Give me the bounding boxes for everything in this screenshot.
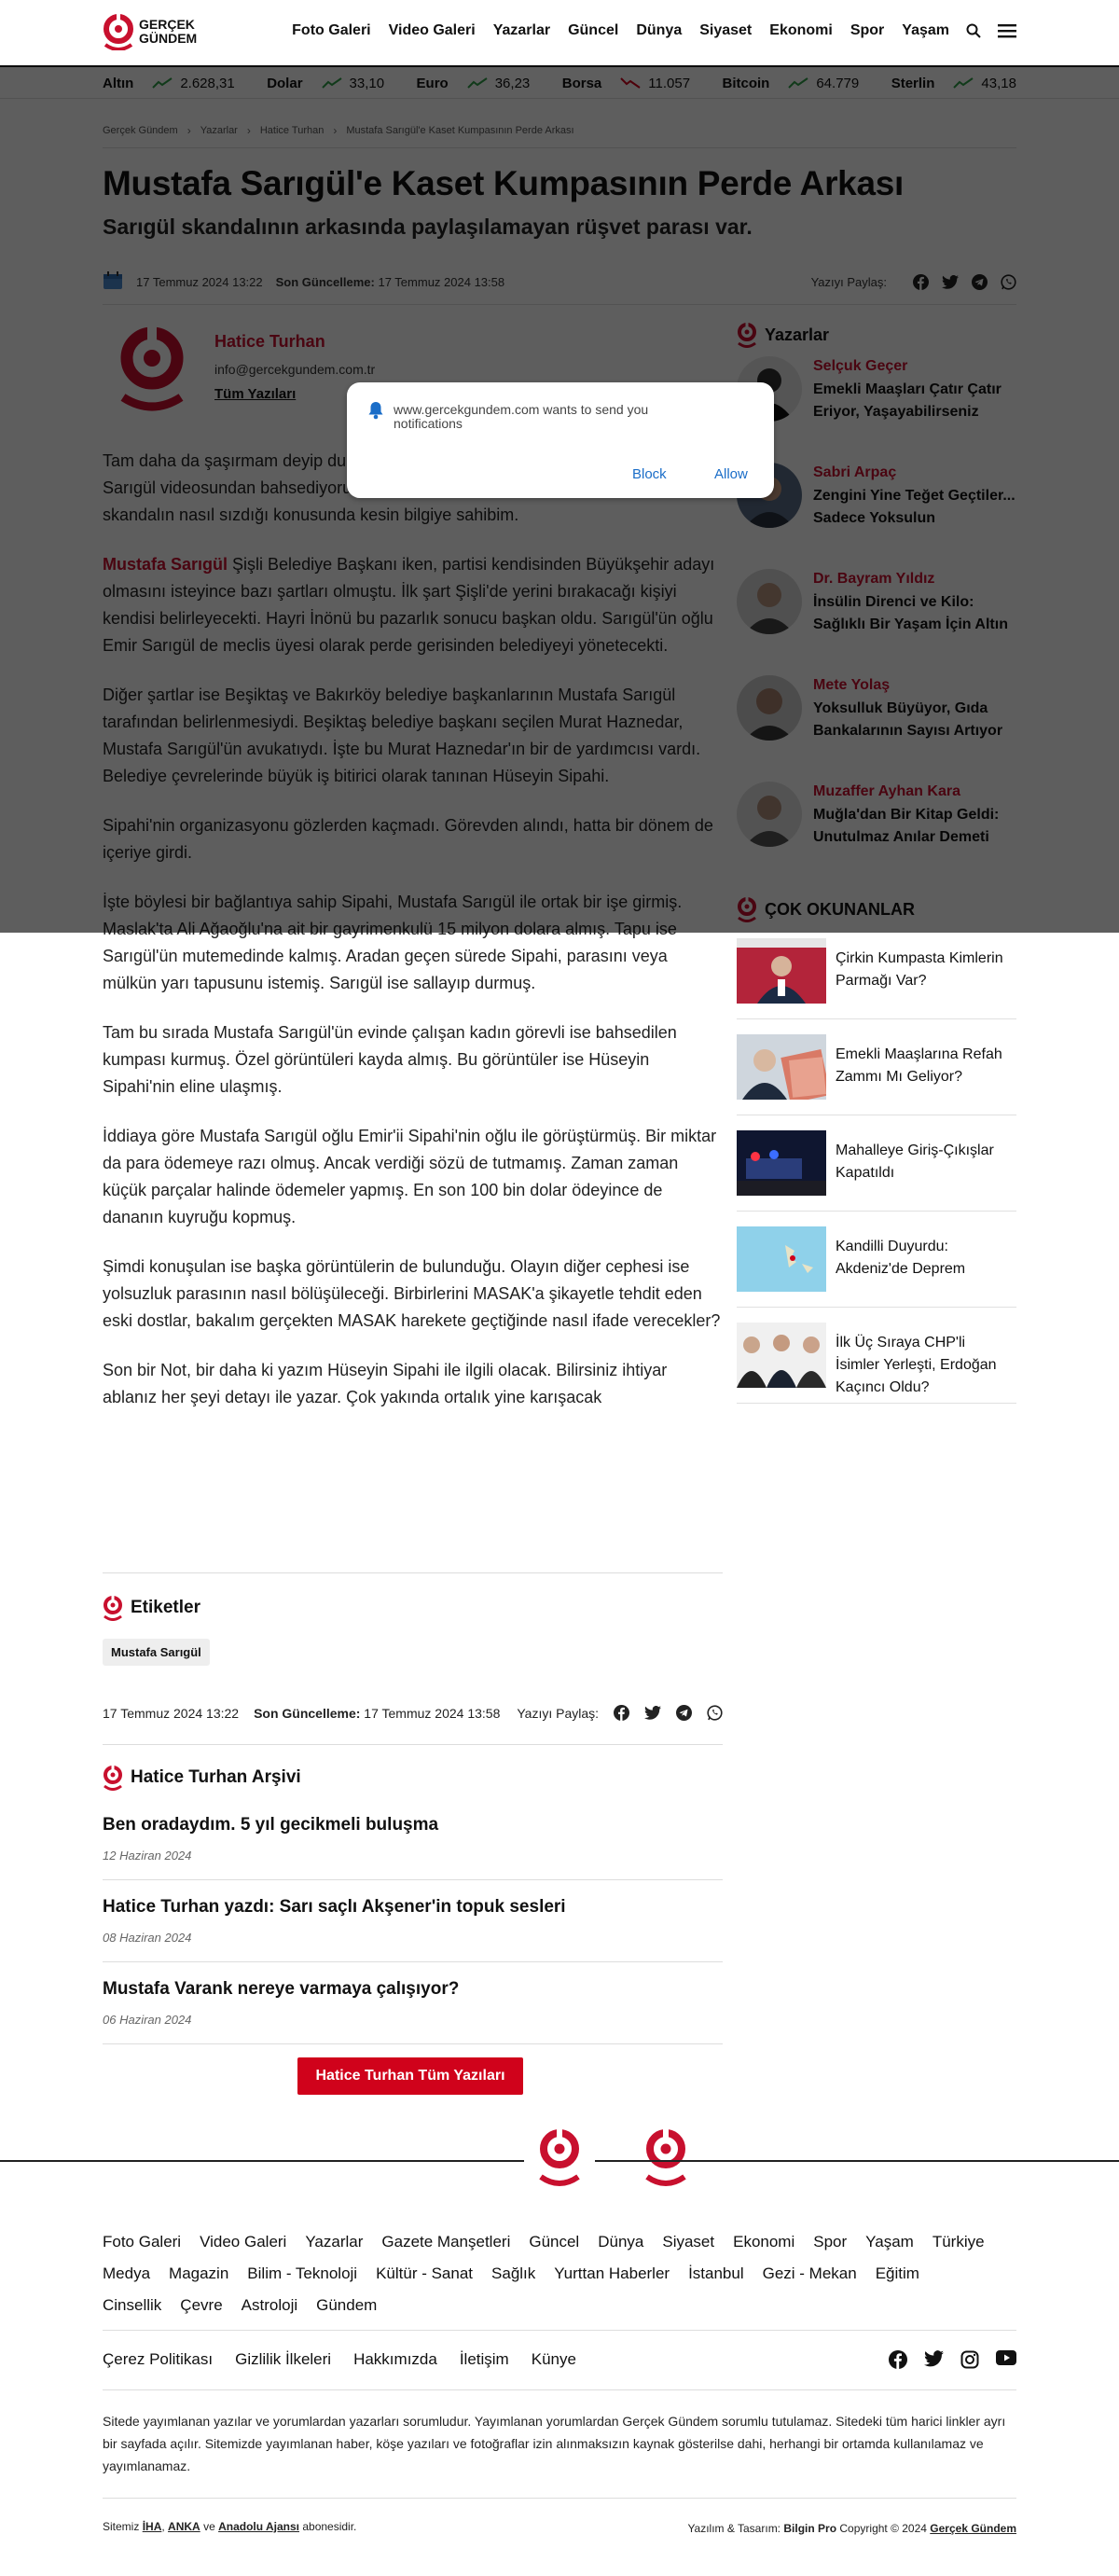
credit-site-link[interactable]: Gerçek Gündem <box>930 2522 1016 2535</box>
footer-nav-item[interactable]: Gündem <box>316 2296 378 2314</box>
footer-nav-item[interactable]: Dünya <box>598 2233 644 2251</box>
popular-title[interactable]: Çirkin Kumpasta Kimlerin Parmağı Var? <box>836 950 1003 989</box>
nav-yasam[interactable]: Yaşam <box>902 22 949 38</box>
tags-heading <box>103 1595 200 1621</box>
archive-date: 06 Haziran 2024 <box>103 2013 192 2027</box>
sidebar-popular <box>737 895 1016 1404</box>
popular-thumbnail[interactable] <box>737 1323 826 1388</box>
block-button[interactable]: Block <box>632 466 667 482</box>
footer-nav-item[interactable]: Yurttan Haberler <box>554 2264 670 2282</box>
credit-company-link[interactable]: Bilgin Pro <box>783 2522 837 2535</box>
footer-nav-item[interactable]: Spor <box>813 2233 848 2251</box>
all-posts-button[interactable]: Hatice Turhan Tüm Yazıları <box>297 2057 523 2095</box>
footer-nav-item[interactable]: Astroloji <box>241 2296 298 2314</box>
credit-prefix: Yazılım & Tasarım: <box>687 2522 781 2535</box>
popular-item[interactable] <box>737 1115 1016 1212</box>
popular-title[interactable]: Emekli Maaşlarına Refah Zammı Mı Geliyor? <box>836 1046 1002 1085</box>
youtube-icon[interactable] <box>996 2350 1016 2369</box>
subs-iha-link[interactable]: İHA <box>142 2520 162 2533</box>
published-date: 17 Temmuz 2024 13:22 <box>103 1705 240 1721</box>
modal-overlay[interactable] <box>0 65 1119 933</box>
footer-nav-item[interactable]: Video Galeri <box>200 2233 287 2251</box>
popular-item[interactable] <box>737 1212 1016 1308</box>
footer-nav-item[interactable]: Foto Galeri <box>103 2233 182 2251</box>
popular-thumbnail[interactable] <box>737 1130 826 1196</box>
footer-nav-item[interactable]: Siyaset <box>662 2233 715 2251</box>
archive-title[interactable]: Hatice Turhan yazdı: Sarı saçlı Akşener'in topuk sesleri <box>103 1897 566 1917</box>
footer-nav-item[interactable]: Gezi - Mekan <box>762 2264 857 2282</box>
nav-foto-galeri[interactable]: Foto Galeri <box>292 22 371 38</box>
divider <box>103 2043 723 2044</box>
archive-item[interactable] <box>103 1979 723 2027</box>
logo-line1: GERÇEK <box>139 17 195 32</box>
instagram-icon[interactable] <box>960 2350 979 2369</box>
archive-item[interactable] <box>103 1897 723 1945</box>
divider <box>103 1744 723 1745</box>
footer-nav-item[interactable]: Yaşam <box>865 2233 914 2251</box>
subs-prefix: Sitemiz <box>103 2520 140 2533</box>
footer-nav-item[interactable]: Bilim - Teknoloji <box>247 2264 358 2282</box>
archive-title[interactable]: Ben oradaydım. 5 yıl gecikmeli buluşma <box>103 1815 439 1835</box>
footer-nav-item[interactable]: Güncel <box>529 2233 580 2251</box>
popular-item[interactable] <box>737 1019 1016 1115</box>
popular-item[interactable] <box>737 923 1016 1019</box>
footer-link-iletisim[interactable]: İletişim <box>459 2350 509 2368</box>
allow-button[interactable]: Allow <box>714 466 748 482</box>
nav-siyaset[interactable]: Siyaset <box>699 22 753 38</box>
whatsapp-icon[interactable] <box>707 1705 723 1721</box>
footer-links <box>103 2350 599 2369</box>
updated-label: Son Güncelleme: <box>254 1705 361 1721</box>
logo-icon <box>643 2126 688 2188</box>
nav-guncel[interactable]: Güncel <box>568 22 619 38</box>
subs-suffix: abonesidir. <box>302 2520 357 2533</box>
subs-anka-link[interactable]: ANKA <box>168 2520 200 2533</box>
footer-nav <box>103 2226 1016 2321</box>
section-logo-icon <box>103 1595 123 1621</box>
footer-nav-item[interactable]: Ekonomi <box>733 2233 795 2251</box>
subs-sep: , <box>161 2520 165 2533</box>
footer-disclaimer: Sitede yayımlanan yazılar ve yorumlardan yazarları sorumludur. Yayımlanan yorumlardan Gerçek Gündem sorumlu tutulamaz. Sitedeki tüm harici linkler ayrı bir sayfada açılır. Sitemizde yayımlanan haber, köşe yazıları ve fotoğraflar izin alınmaksızın kaynak gösterilse dahi, herhangi bir ortamda kullanılamaz ve yayımlanamaz. <box>103 2414 1006 2473</box>
paragraph: Tam bu sırada Mustafa Sarıgül'ün evinde çalışan kadın görevli ise bahsedilen kumpası kurmuş. Özel görüntüleri kayda almış. Bu görüntüler ise Hüseyin Sipahi'nin eline ulaşmış. <box>103 1023 677 1096</box>
twitter-icon[interactable] <box>644 1706 661 1720</box>
copyright <box>687 2522 1016 2535</box>
logo-line2: GÜNDEM <box>139 31 198 46</box>
nav-ekonomi[interactable]: Ekonomi <box>769 22 833 38</box>
divider <box>103 2498 1016 2499</box>
tags-heading-text: Etiketler <box>131 1598 200 1617</box>
popular-thumbnail[interactable] <box>737 938 826 1004</box>
footer-nav-item[interactable]: Türkiye <box>932 2233 985 2251</box>
paragraph: Şimdi konuşulan ise başka görüntülerin de bulunduğu. Olayın diğer cephesi ise yolsuzluk parasının nasıl bölüşüleceği. Birbirlerini MASAK'a şikayetle tehdit eden eski dostlar, bakalım gerçekten MASAK harekete geçtiğinde nasıl ifade verecekler? <box>103 1257 721 1330</box>
nav-spor[interactable]: Spor <box>850 22 885 38</box>
divider <box>103 1879 723 1880</box>
updated-date: 17 Temmuz 2024 13:58 <box>364 1705 501 1721</box>
popular-thumbnail[interactable] <box>737 1034 826 1100</box>
archive-item[interactable] <box>103 1815 723 1863</box>
popular-title[interactable]: Kandilli Duyurdu: Akdeniz'de Deprem <box>836 1239 966 1277</box>
footer-nav-item[interactable]: Sağlık <box>491 2264 536 2282</box>
divider <box>103 2330 1016 2331</box>
facebook-icon[interactable] <box>614 1705 629 1721</box>
telegram-icon[interactable] <box>676 1705 692 1721</box>
nav-dunya[interactable]: Dünya <box>636 22 683 38</box>
archive-date: 12 Haziran 2024 <box>103 1849 192 1863</box>
notification-permission-dialog <box>347 382 774 498</box>
notification-text: www.gercekgundem.com wants to send you notifications <box>394 402 649 431</box>
facebook-icon[interactable] <box>889 2350 907 2369</box>
divider <box>103 1961 723 1962</box>
paragraph: İddiaya göre Mustafa Sarıgül oğlu Emir'ii Sipahi'nin oğlu ile görüştürmüş. Bir miktar da para ödemeye razı olmuş. Ancak verdiği sözü de tutmamış. Zaman zaman küçük parçalar halinde ödemeler yapmış. En son 100 bin dolar ödeyince de dananın kuyruğu kopmuş. <box>103 1127 717 1226</box>
footer-nav-item[interactable]: Eğitim <box>875 2264 919 2282</box>
archive-heading <box>103 1765 301 1791</box>
popular-title[interactable]: İlk Üç Sıraya CHP'li İsimler Yerleşti, Erdoğan Kaçıncı Oldu? <box>836 1335 997 1395</box>
footer-link-gizlilik[interactable]: Gizlilik İlkeleri <box>235 2350 332 2368</box>
footer-nav-item[interactable]: Yazarlar <box>305 2233 364 2251</box>
subscriptions-note <box>103 2520 356 2533</box>
divider <box>103 1572 723 1573</box>
footer-nav-item[interactable]: Kültür - Sanat <box>376 2264 474 2282</box>
nav-yazarlar[interactable]: Yazarlar <box>492 22 551 38</box>
share-label: Yazıyı Paylaş: <box>517 1705 600 1721</box>
footer-nav-item[interactable]: Magazin <box>169 2264 229 2282</box>
footer-nav-item[interactable]: İstanbul <box>688 2264 744 2282</box>
popular-title[interactable]: Mahalleye Giriş-Çıkışlar Kapatıldı <box>836 1143 994 1181</box>
twitter-icon[interactable] <box>924 2350 944 2369</box>
nav-video-galeri[interactable]: Video Galeri <box>388 22 476 38</box>
footer-logo-center[interactable] <box>524 2126 595 2193</box>
footer-social <box>872 2350 1016 2369</box>
archive-title[interactable]: Mustafa Varank nereye varmaya çalışıyor? <box>103 1979 460 1999</box>
footer-nav-item[interactable]: Gazete Manşetleri <box>381 2233 511 2251</box>
tag-chip[interactable]: Mustafa Sarıgül <box>103 1639 210 1666</box>
bell-icon <box>367 401 384 420</box>
paragraph: Son bir Not, bir daha ki yazım Hüseyin Sipahi ile ilgili olacak. Bilirsiniz ihtiyar ablanız her şeyi detayı ile yazar. Çok yakında ortalık yine karışacak <box>103 1361 668 1406</box>
popular-thumbnail[interactable] <box>737 1226 826 1292</box>
subs-aa-link[interactable]: Anadolu Ajansı <box>218 2520 299 2533</box>
archive-heading-text: Hatice Turhan Arşivi <box>131 1767 301 1787</box>
footer-nav-item[interactable]: Cinsellik <box>103 2296 162 2314</box>
archive-date: 08 Haziran 2024 <box>103 1931 192 1945</box>
paragraph: Sarıgül'ün mutemedinde kalmış. Aradan geçen sürede Sipahi, parasını veya mülkün yarı tapusunu istemiş. Sarıgül ise sallayıp durmuş. <box>103 947 668 992</box>
logo-icon <box>533 2126 586 2188</box>
popular-item[interactable] <box>737 1308 1016 1404</box>
footer-nav-item[interactable]: Çevre <box>180 2296 223 2314</box>
footer-link-kunye[interactable]: Künye <box>531 2350 576 2368</box>
footer-link-hakkimizda[interactable]: Hakkımızda <box>353 2350 437 2368</box>
footer-nav-item[interactable]: Medya <box>103 2264 151 2282</box>
footer-link-cerez[interactable]: Çerez Politikası <box>103 2350 214 2368</box>
divider <box>103 2389 1016 2390</box>
article-meta-bottom <box>103 1705 723 1721</box>
credit-copy: Copyright © 2024 <box>839 2522 927 2535</box>
subs-sep: ve <box>203 2520 215 2533</box>
section-logo-icon <box>103 1765 123 1791</box>
